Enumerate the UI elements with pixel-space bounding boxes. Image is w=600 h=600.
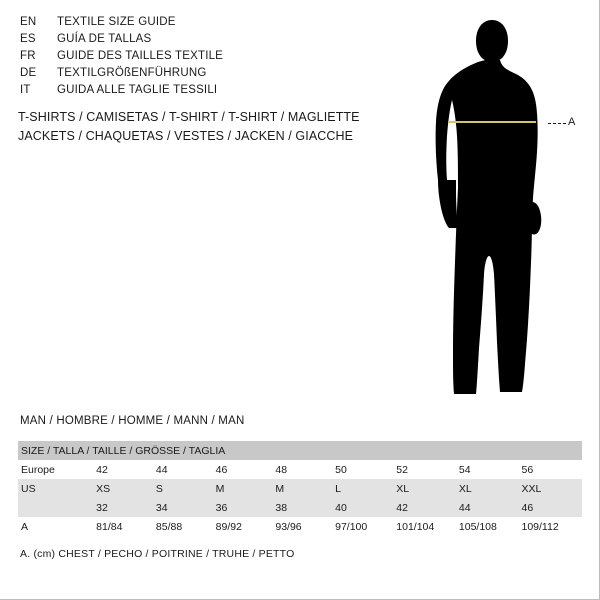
table-cell: XXL — [521, 482, 542, 495]
language-code: EN — [20, 16, 37, 28]
language-text: GUIDA ALLE TAGLIE TESSILI — [57, 84, 218, 96]
table-header-label: SIZE / TALLA / TAILLE / GRÖSSE / TAGLIA — [21, 444, 226, 457]
language-code: IT — [20, 84, 31, 96]
table-cell: 97/100 — [335, 520, 368, 533]
table-cell: S — [155, 482, 163, 495]
table-cell: 42 — [396, 501, 408, 514]
table-row — [18, 479, 582, 498]
row-label: US — [21, 482, 36, 495]
language-text: TEXTILE SIZE GUIDE — [57, 16, 176, 28]
table-cell: 56 — [521, 463, 534, 476]
table-cell: 109/112 — [521, 520, 559, 533]
table-cell: 54 — [458, 463, 471, 476]
language-row — [20, 67, 360, 84]
language-row — [20, 84, 360, 101]
category-line-tshirts: T-SHIRTS / CAMISETAS / T-SHIRT / T-SHIRT / MAGLIETTE — [18, 110, 360, 124]
table-cell: 42 — [96, 463, 108, 476]
table-cell: XL — [396, 482, 410, 495]
table-row — [18, 517, 582, 536]
size-table — [18, 441, 582, 536]
language-code: ES — [20, 33, 36, 45]
row-label: A — [21, 520, 29, 533]
table-cell: M — [275, 482, 285, 495]
footnote: A. (cm) CHEST / PECHO / POITRINE / TRUHE / PETTO — [20, 548, 295, 560]
table-cell: M — [215, 482, 225, 495]
table-cell: 46 — [521, 501, 534, 514]
table-cell: 38 — [275, 501, 288, 514]
table-title: MAN / HOMBRE / HOMME / MANN / MAN — [20, 415, 245, 427]
table-cell: 105/108 — [458, 520, 497, 533]
table-row — [18, 460, 582, 479]
male-torso-silhouette-icon — [420, 12, 590, 402]
language-row — [20, 50, 360, 67]
table-cell: XL — [458, 482, 472, 495]
category-line-jackets: JACKETS / CHAQUETAS / VESTES / JACKEN / GIACCHE — [18, 129, 354, 143]
table-cell: 46 — [215, 463, 228, 476]
table-cell: 85/88 — [155, 520, 183, 533]
table-row — [18, 498, 582, 517]
table-cell: 52 — [396, 463, 408, 476]
table-cell: 36 — [215, 501, 228, 514]
language-header-block — [20, 16, 360, 101]
table-cell: XS — [96, 482, 111, 495]
table-header-row — [18, 441, 582, 460]
figure-area — [420, 12, 590, 402]
table-cell: 89/92 — [215, 520, 242, 533]
language-row — [20, 16, 360, 33]
language-text: TEXTILGRÖßENFÜHRUNG — [57, 67, 207, 79]
table-cell: L — [335, 482, 341, 495]
table-cell: 34 — [155, 501, 168, 514]
table-cell: 44 — [458, 501, 471, 514]
table-cell: 50 — [335, 463, 347, 476]
row-label: Europe — [21, 463, 55, 476]
language-row — [20, 33, 360, 50]
language-code: FR — [20, 50, 36, 62]
row-label — [18, 498, 94, 517]
measure-leader-icon — [548, 123, 566, 125]
language-code: DE — [20, 67, 37, 79]
language-text: GUIDE DES TAILLES TEXTILE — [57, 50, 224, 62]
table-cell: 44 — [155, 463, 168, 476]
category-block — [18, 110, 378, 148]
table-cell: 40 — [335, 501, 347, 514]
table-cell: 32 — [96, 501, 108, 514]
language-text: GUÍA DE TALLAS — [57, 33, 152, 45]
table-cell: 48 — [275, 463, 288, 476]
table-cell: 93/96 — [275, 520, 302, 533]
table-cell: 101/104 — [396, 520, 435, 533]
measure-marker-label: A — [568, 116, 576, 128]
table-cell: 81/84 — [96, 520, 123, 533]
